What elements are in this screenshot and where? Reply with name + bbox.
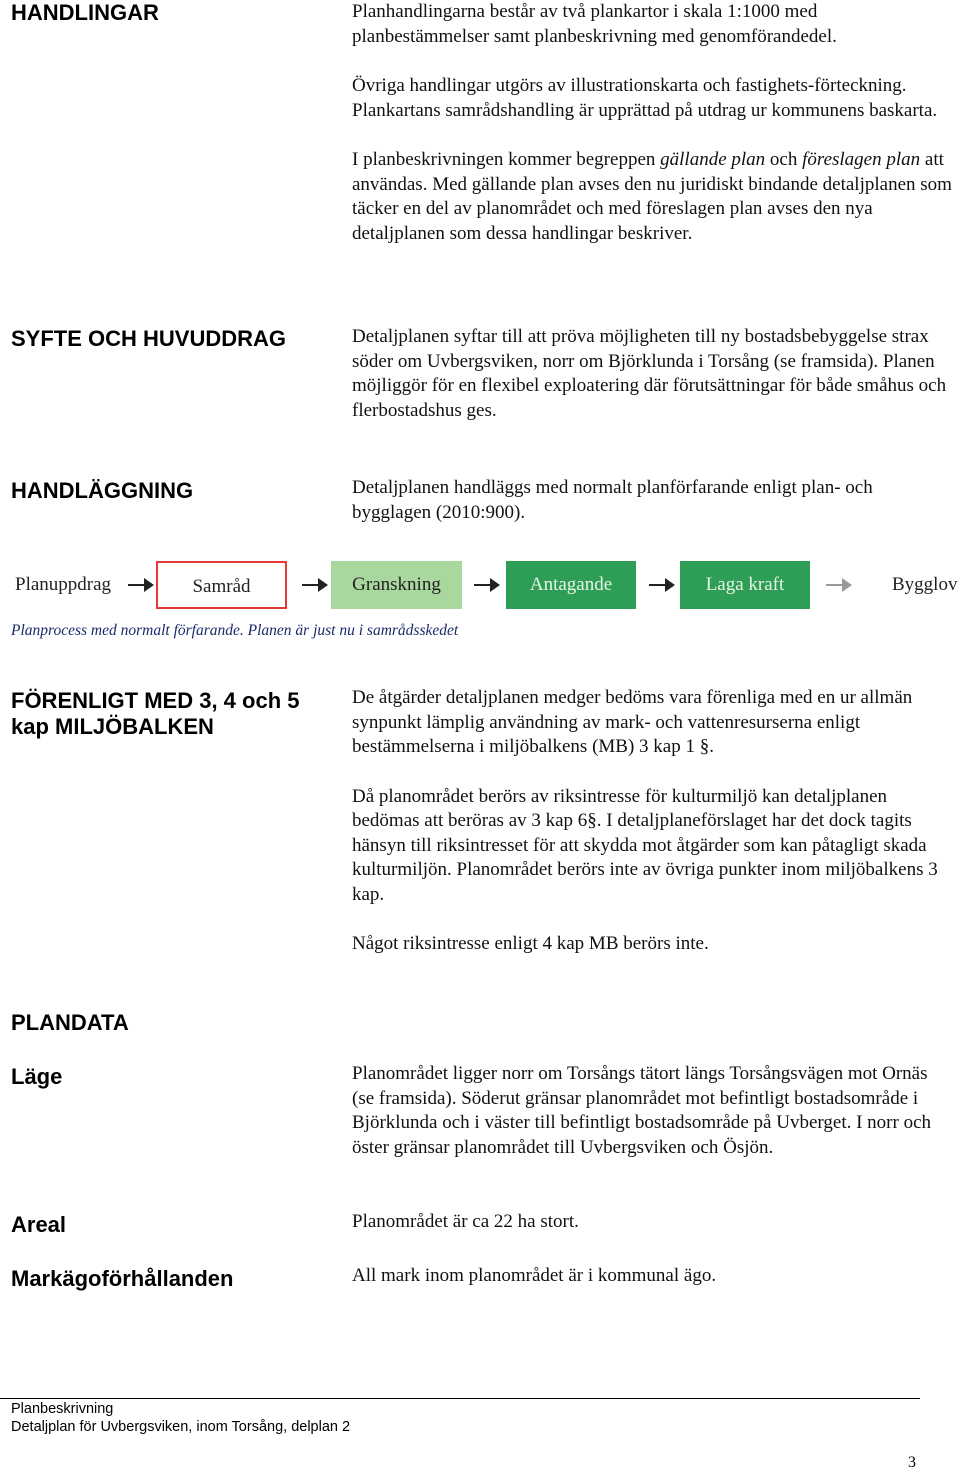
heading-miljobalken-line1: FÖRENLIGT MED 3, 4 och 5 xyxy=(11,688,300,713)
arrow-right-icon xyxy=(649,575,675,595)
process-caption: Planprocess med normalt förfarande. Planen är just nu i samrådsskedet xyxy=(11,622,459,639)
heading-lage: Läge xyxy=(11,1064,63,1089)
term-foreslagen-plan: föreslagen plan xyxy=(802,149,921,170)
heading-miljobalken-line2: kap MILJÖBALKEN xyxy=(11,714,214,739)
footer-plan-title: Detaljplan för Uvbergsviken, inom Torsång, delplan 2 xyxy=(11,1419,351,1435)
plan-process-diagram xyxy=(0,561,960,611)
heading-handlingar: HANDLINGAR xyxy=(11,0,159,25)
mark-paragraph: All mark inom planområdet är i kommunal ägo. xyxy=(352,1265,717,1286)
miljobalken-paragraph-1: De åtgärder detaljplanen medger bedöms vara förenliga med en ur allmän synpunkt lämplig användning av mark- och vattenresurserna enligt bestämmelserna i miljöbalkens (MB) 3 kap 1 §. xyxy=(352,687,913,757)
section-handlingar-body xyxy=(352,0,952,246)
footer-document-type: Planbeskrivning xyxy=(11,1401,114,1417)
arrow-right-icon xyxy=(474,575,500,595)
miljobalken-paragraph-3: Något riksintresse enligt 4 kap MB berörs inte. xyxy=(352,933,709,954)
handlingar-paragraph-3 xyxy=(352,148,952,246)
heading-areal: Areal xyxy=(11,1212,67,1237)
handlingar-p3-part-a: I planbeskrivningen kommer begreppen xyxy=(352,149,661,170)
footer-divider xyxy=(0,1398,920,1399)
stage-samrad: Samråd xyxy=(156,561,287,609)
section-handlaggning-body xyxy=(352,476,952,525)
stage-laga-kraft: Laga kraft xyxy=(680,561,810,609)
term-gallande-plan: gällande plan xyxy=(660,149,766,170)
handlingar-paragraph-1: Planhandlingarna består av två plankartor i skala 1:1000 med planbestämmelser samt planbeskrivning med genomförandedel. xyxy=(352,1,837,47)
section-lage-body xyxy=(352,1062,952,1160)
handlingar-p3-part-e: att användas. Med gällande plan avses den nu juridiskt bindande detaljplanen som täcker en del av planområdet och med föreslagen plan avses den nya detaljplanen som dessa handlingar beskriver. xyxy=(352,149,952,244)
heading-syfte: SYFTE OCH HUVUDDRAG xyxy=(11,326,287,351)
arrow-right-icon xyxy=(128,575,154,595)
handlingar-p3-part-c: och xyxy=(765,149,803,170)
stage-planuppdrag: Planuppdrag xyxy=(15,574,112,595)
heading-plandata: PLANDATA xyxy=(11,1010,129,1035)
stage-antagande: Antagande xyxy=(506,561,636,609)
handlaggning-paragraph-1: Detaljplanen handläggs med normalt planförfarande enligt plan- och bygglagen (2010:900). xyxy=(352,477,873,523)
section-syfte-body xyxy=(352,325,952,423)
areal-paragraph: Planområdet är ca 22 ha stort. xyxy=(352,1211,579,1232)
page-number: 3 xyxy=(908,1454,916,1471)
arrow-right-icon xyxy=(302,575,328,595)
lage-paragraph: Planområdet ligger norr om Torsångs tätort längs Torsångsvägen mot Ornäs (se framsida). Söderut gränsar planområdet mot befintligt bostadsområde i Björklunda och i väster till befintligt bostadsområde på Uvberget. I norr och öster gränsar planområdet till Uvbergsviken och Ösjön. xyxy=(352,1063,932,1158)
handlingar-paragraph-2: Övriga handlingar utgörs av illustrationskarta och fastighets-förteckning. Plankartans samrådshandling är upprättad på utdrag ur kommunens baskarta. xyxy=(352,75,938,121)
stage-granskning: Granskning xyxy=(331,561,462,609)
section-areal-body xyxy=(352,1210,952,1235)
stage-bygglov: Bygglov xyxy=(892,574,958,595)
syfte-paragraph-1: Detaljplanen syftar till att pröva möjligheten till ny bostadsbebyggelse strax söder om Uvbergsviken, norr om Björklunda i Torsång (se framsida). Planen möjliggör för en flexibel exploatering där förutsättningar för både småhus och flerbostadshus ges. xyxy=(352,326,947,421)
miljobalken-paragraph-2: Då planområdet berörs av riksintresse för kulturmiljö kan detaljplanen bedömas att beröras av 3 kap 6§. I detaljplaneförslaget har det dock tagits hänsyn till riksintresset för att skydda mot åtgärder som kan påtagligt skada kulturmiljön. Planområdet berörs inte av övriga punkter inom miljöbalkens 3 kap. xyxy=(352,785,938,905)
heading-handlaggning: HANDLÄGGNING xyxy=(11,478,194,503)
section-mark-body xyxy=(352,1264,952,1289)
arrow-right-icon xyxy=(826,575,852,595)
heading-markagoforhallanden: Markägoförhållanden xyxy=(11,1266,234,1291)
heading-miljobalken xyxy=(11,688,299,740)
section-miljobalken-body xyxy=(352,686,952,957)
